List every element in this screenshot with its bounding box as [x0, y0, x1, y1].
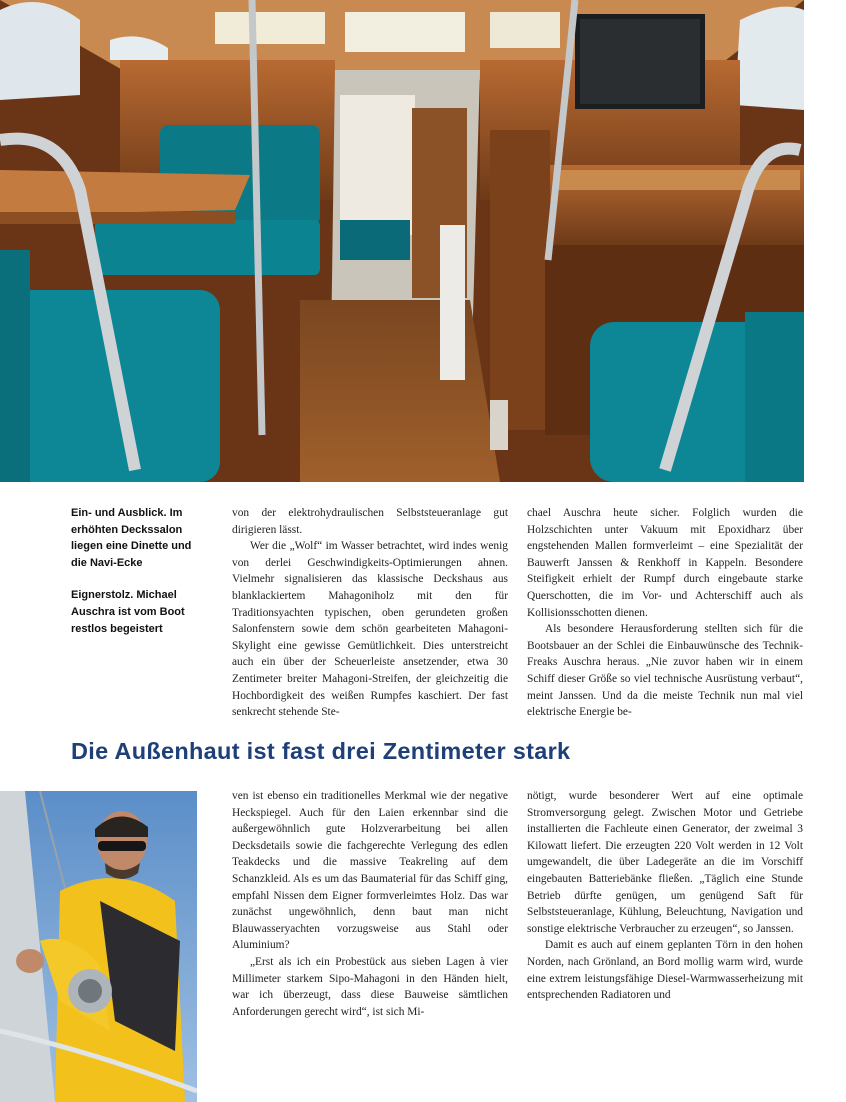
article-column-3	[232, 788, 508, 1020]
paragraph: nötigt, wurde besonderer Wert auf eine optimale Stromversorgung gelegt. Zwischen Motor und Getriebe installierten die Fachleute einen Generator, der zweimal 3 Kilowatt liefert. Die erzeugten 220 Volt werden in 12 Volt umgewandelt, die über Ladegeräte an die im Vorschiff eingebauten Batteriebänke fließen. „Täglich eine Stunde Betrieb dürfte genügen, um genügend Saft für Selbststeueranlage, Kühlung, Beleuchtung, Navigation und sonstige elektrische Verbraucher zu erzeugen“, so Janssen.	[527, 790, 803, 935]
caption-owner: Eignerstolz. Michael Auschra ist vom Boot restlos begeistert	[71, 589, 185, 635]
saloon-interior-photo	[0, 0, 804, 482]
paragraph: Damit es auch auf einem geplanten Törn in den hohen Norden, nach Grönland, an Bord mollig warm wird, wurde eine extrem leistungsfähige Diesel-Warmwasserheizung mit entsprechenden Radiatoren und	[527, 939, 803, 1002]
paragraph: ven ist ebenso ein traditionelles Merkmal wie der negative Heckspiegel. Auch für den Laien erkennbar sind die außergewöhnlich gute Holzverarbeitung bei allen Decksdetails sowie die fachgerechte Verlegung des edlen Teakdecks und die massive Teakreling auf dem Schanzkleid. Als es um das Baumaterial für das Schiff ging, empfahl Nissen dem Eigner formverleimtes Holz. Das war zunächst ungewöhnlich, denn baut man nicht Blauwasseryachten vorzugsweise aus Stahl oder Aluminium?	[232, 790, 508, 952]
section-headline: Die Außenhaut ist fast drei Zentimeter stark	[71, 738, 571, 764]
owner-illustration	[0, 791, 197, 1102]
owner-photo	[0, 791, 197, 1102]
saloon-interior-illustration	[0, 0, 804, 482]
article-column-2	[527, 505, 803, 721]
photo-captions	[71, 505, 199, 653]
paragraph: chael Auschra heute sicher. Folglich wurden die Holzschichten unter Vakuum mit Epoxidharz über engstehenden Mallen formverleimt – eine Spezialität der Bauwerft Janssen & Renkhoff in Kappeln. Besondere Steifigkeit erhielt der Rumpf durch eingebaute starke Querschotten, die im Vor- und Achterschiff auch als Kollisionsschotten dienen.	[527, 507, 803, 619]
caption-saloon: Ein- und Ausblick. Im erhöhten Deckssalon liegen eine Dinette und die Navi-Ecke	[71, 507, 192, 569]
article-column-4	[527, 788, 803, 1004]
paragraph: Wer die „Wolf“ im Wasser betrachtet, wird indes wenig von derlei Geschwindigkeits-Optimierungen ahnen. Vielmehr signalisieren das klassische Deckshaus aus blanklackiertem Mahagoniholz mit den für Traditionsyachten typischen, oben gerundeten großen Salonfenstern sowie dem schön gearbeiteten Mahagoni-Skylight eine gewisse Gemütlichkeit. Dies unterstreicht auch ein über der Scheuerleiste ansetzender, etwa 30 Zentimeter breiter Mahagoni-Streifen, der gleichzeitig die Hochbordigkeit des weißen Rumpfes kaschiert. Der fast senkrecht stehende Ste-	[232, 540, 508, 719]
paragraph: „Erst als ich ein Probestück aus sieben Lagen à vier Millimeter starkem Sipo-Mahagoni in den Händen hielt, war ich überzeugt, dass diese Bauweise sämtlichen Anforderungen gerecht wird“, ist sich Mi-	[232, 955, 508, 1018]
paragraph: von der elektrohydraulischen Selbststeueranlage gut dirigieren lässt.	[232, 507, 508, 536]
paragraph: Als besondere Herausforderung stellten sich für die Bootsbauer an der Schlei die Einbauwünsche des Technik-Freaks Auschra heraus. „Nie zuvor haben wir in einem Schiff dieser Größe so viel technische Ausrüstung verbaut“, meint Janssen. Und da die meiste Technik nun mal viel elektrische Energie be-	[527, 623, 803, 719]
article-column-1	[232, 505, 508, 721]
